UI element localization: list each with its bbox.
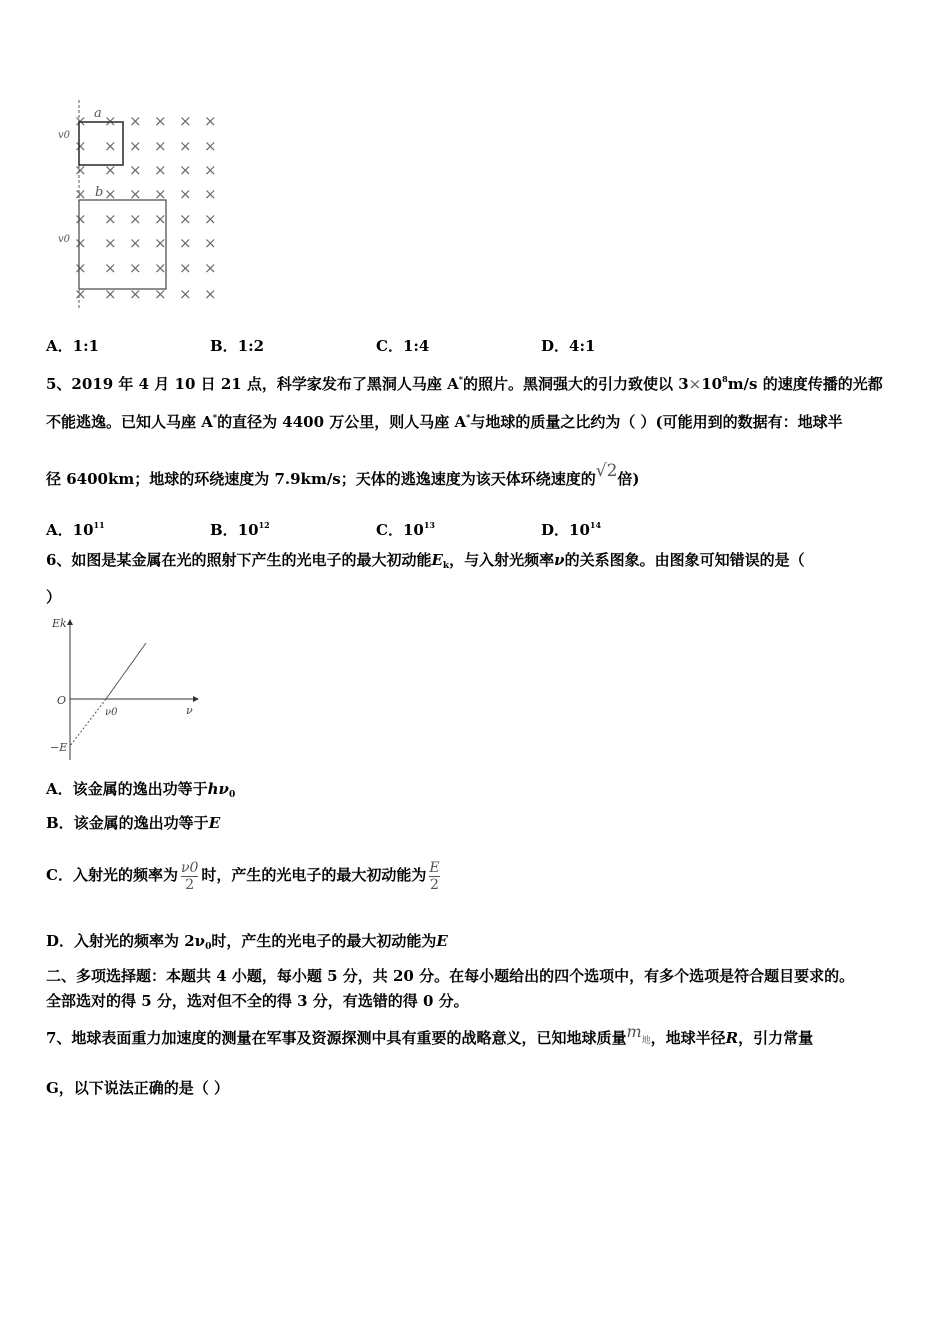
q6-option-b: B．该金属的逸出功等于E [46,814,221,832]
q6-option-c: C．入射光的频率为 $\frac{\nu 0}{2}$ 时，产生的光电子的最大初动能为 $\frac{E}{2}$ [46,859,440,893]
graph-x-label: ν [186,704,193,717]
label-v0-bottom: v0 [58,234,71,245]
field-cross: × [154,259,167,277]
field-cross: × [154,161,167,179]
q5-line-3: 径 6400km；地球的环绕速度为 7.9km/s；天体的逃逸速度为该天体环绕速度的√2倍) [46,461,640,488]
magnetic-field-crosses [74,112,217,303]
field-cross: × [104,259,117,277]
field-cross: × [204,185,217,203]
q4-option-c: C．1:4 [376,337,430,355]
field-cross: × [74,112,87,130]
field-cross: × [74,137,87,155]
field-cross: × [129,234,142,252]
q6-option-d: D．入射光的频率为 $2\nu_0$时，产生的光电子的最大初动能为E [46,932,448,952]
magnetic-field-figure [55,98,225,310]
section-2-instructions-line-1: 二、多项选择题：本题共 4 小题，每小题 5 分，共 20 分。在每小题给出的四个选项中，有多个选项是符合题目要求的。 [46,967,855,985]
field-cross: × [204,210,217,228]
field-cross: × [204,112,217,130]
field-cross: × [204,137,217,155]
loop-b [79,200,166,289]
q5-line-1: 5、2019 年 4 月 10 日 21 点，科学家发布了黑洞人马座 A*的照片。黑洞强大的引力致使以 $3\times 10^8m/s$ 的速度传播的光都 [46,374,883,393]
field-cross: × [74,259,87,277]
q5-option-a: A．$10^{11}$ [46,520,105,539]
field-cross: × [179,161,192,179]
field-cross: × [74,285,87,303]
field-cross: × [129,161,142,179]
ek-line-solid [106,643,146,699]
q4-option-d: D．4:1 [541,337,596,355]
field-cross: × [154,185,167,203]
field-cross: × [104,161,117,179]
field-cross: × [154,285,167,303]
field-cross: × [179,259,192,277]
fraction-e-over-2: $\frac{E}{2}$ [429,859,440,893]
section-2-instructions-line-2: 全部选对的得 5 分，选对但不全的得 3 分，有选错的得 0 分。 [46,992,469,1010]
label-v0-top: v0 [58,130,71,141]
q5-option-c: C．$10^{13}$ [376,520,435,539]
field-cross: × [204,161,217,179]
ek-nu-graph [48,615,208,765]
q4-option-b: B．1:2 [210,337,265,355]
field-cross: × [129,285,142,303]
field-cross: × [129,185,142,203]
fraction-nu0-over-2: $\frac{\nu 0}{2}$ [180,859,199,893]
field-cross: × [179,112,192,130]
q6-line-1: 6、如图是某金属在光的照射下产生的光电子的最大初动能$E_k$，与入射光频率ν的关系图象。由图象可知错误的是（ [46,551,805,571]
q6-line-2: ） [46,588,62,606]
ek-line-dashed [70,699,106,746]
field-cross: × [204,259,217,277]
q5-line-2: 不能逃逸。已知人马座 A*的直径为 4400 万公里，则人马座 A*与地球的质量之比约为（ ）(可能用到的数据有：地球半 [46,412,843,431]
field-cross: × [154,112,167,130]
label-a: a [94,106,102,121]
field-cross: × [129,112,142,130]
field-cross: × [104,137,117,155]
field-cross: × [129,210,142,228]
q7-line-1: 7、地球表面重力加速度的测量在军事及资源探测中具有重要的战略意义，已知地球质量m地，地球半径R，引力常量 [46,1022,814,1047]
field-cross: × [104,285,117,303]
field-cross: × [179,185,192,203]
field-cross: × [179,234,192,252]
field-cross: × [74,185,87,203]
field-cross: × [129,259,142,277]
graph-origin: O [57,694,67,707]
q4-option-a: A．1:1 [46,337,100,355]
q6-option-a: A．该金属的逸出功等于$h\nu_0$ [46,780,236,800]
field-cross: × [154,210,167,228]
field-cross: × [129,137,142,155]
field-cross: × [204,285,217,303]
field-cross: × [179,285,192,303]
field-cross: × [104,234,117,252]
field-cross: × [179,210,192,228]
field-cross: × [204,234,217,252]
graph-y-label: Ek [52,617,67,630]
q7-line-2: G，以下说法正确的是（ ） [46,1079,230,1097]
field-cross: × [74,161,87,179]
graph-neg-e: −E [50,741,68,754]
field-cross: × [154,137,167,155]
field-cross: × [154,234,167,252]
field-cross: × [104,210,117,228]
q5-option-d: D．$10^{14}$ [541,520,602,539]
q5-option-b: B．$10^{12}$ [210,520,270,539]
graph-nu0: ν0 [105,707,118,718]
field-cross: × [74,234,87,252]
field-cross: × [74,210,87,228]
field-cross: × [179,137,192,155]
field-cross: × [104,112,117,130]
label-b: b [95,185,104,200]
field-cross: × [104,185,117,203]
